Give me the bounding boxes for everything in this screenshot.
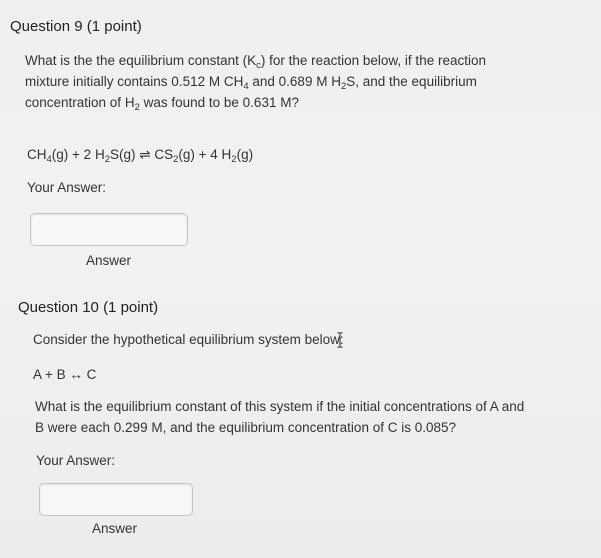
question-9-heading: Question 9 — [10, 18, 83, 35]
question-9-your-answer-label: Your Answer: — [27, 180, 107, 195]
question-10-your-answer-label: Your Answer: — [36, 453, 116, 468]
question-9-line-3: concentration of $H_2$ was found to be 0.631 M? — [25, 95, 299, 113]
question-9-line-1: What is the the equilibrium constant $(K_c)$ for the reaction below, if the reaction — [25, 53, 486, 71]
question-10-points: (1 point) — [103, 299, 159, 316]
question-9-title — [10, 18, 142, 35]
question-9-answer-button[interactable]: Answer — [86, 253, 132, 268]
question-10-line-1: What is the equilibrium constant of this system if the initial concentrations of A and — [35, 399, 525, 414]
question-10-title — [18, 299, 158, 316]
question-10-prompt — [35, 396, 595, 438]
text-cursor-icon — [335, 332, 345, 348]
question-10-intro: Consider the hypothetical equilibrium system below: — [33, 332, 344, 347]
question-10-heading: Question 10 — [18, 299, 99, 316]
question-10-line-2: B were each 0.299 M, and the equilibrium concentration of C is 0.085? — [35, 420, 456, 435]
question-9-equation: $CH_4(g) + 2$ $H_2S(g)$ ⇌ $CS_2(g) + 4$ $H_2(g)$ — [27, 147, 254, 165]
question-9-prompt — [25, 50, 565, 113]
question-10-answer-button[interactable]: Answer — [92, 521, 138, 536]
question-9-line-2: mixture initially contains 0.512 M $CH_4$ and 0.689 M $H_2S$, and the equilibrium — [25, 74, 477, 92]
question-9-points: (1 point) — [86, 18, 142, 35]
question-10-answer-input[interactable] — [39, 483, 193, 516]
question-10-equation: A + B ↔ C — [33, 367, 97, 382]
question-9-answer-input[interactable] — [30, 213, 188, 246]
